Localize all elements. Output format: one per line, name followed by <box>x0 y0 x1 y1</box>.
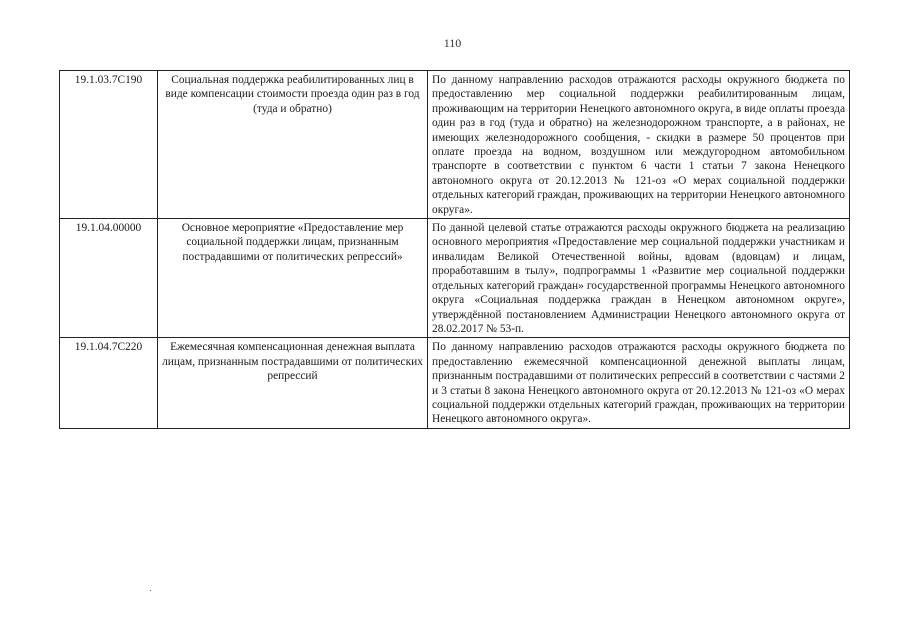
budget-code-cell: 19.1.04.7С220 <box>60 338 158 428</box>
table-row <box>60 71 850 219</box>
item-name-cell: Основное мероприятие «Предоставление мер социальной поддержки лицам, признанным пострадавшими от политических репрессий» <box>158 219 428 338</box>
page-number: 110 <box>443 36 462 50</box>
description-text: По данному направлению расходов отражаются расходы окружного бюджета по предоставлению ежемесячной компенсационной денежной выплаты лицам, признанным пострадавшими от политических репрессий в соответствии с частями 2 и 3 статьи 8 закона Ненецкого автономного округа от 20.12.2013 № 121-оз «О мерах социальной поддержки отдельных категорий граждан, проживающих на территории Ненецкого автономного округа». <box>432 341 845 426</box>
scan-speck <box>150 590 151 591</box>
item-name-cell: Социальная поддержка реабилитированных лиц в виде компенсации стоимости проезда один раз в год (туда и обратно) <box>158 71 428 219</box>
description-text: По данной целевой статье отражаются расходы окружного бюджета на реализацию основного мероприятия «Предоставление мер социальной поддержки участникам и инвалидам Великой Отечественной войны, вдовам (вдовцам) и лицам, проработавшим в тылу», подпрограммы 1 «Развитие мер социальной поддержки отдельных категорий граждан» государственной программы Ненецкого автономного округа «Социальная поддержка граждан в Ненецком автономном округе», утверждённой постановлением Администрации Ненецкого автономного округа от 28.02.2017 № 53-п. <box>432 222 845 335</box>
item-name-cell: Ежемесячная компенсационная денежная выплата лицам, признанным пострадавшими от политических репрессий <box>158 338 428 428</box>
table-row <box>60 338 850 428</box>
description-cell <box>428 219 850 338</box>
budget-code-cell: 19.1.04.00000 <box>60 219 158 338</box>
classification-table <box>59 70 850 429</box>
description-cell <box>428 338 850 428</box>
table-row <box>60 219 850 338</box>
budget-code-cell: 19.1.03.7С190 <box>60 71 158 219</box>
description-text: По данному направлению расходов отражаются расходы окружного бюджета по предоставлению мер социальной поддержки реабилитированным лицам, проживающим на территории Ненецкого автономного округа, в виде оплаты проезда один раз в год (туда и обратно) на железнодорожном транспорте, а в районах, не имеющих железнодорожного сообщения, - скидки в размере 50 процентов при оплате проезда на водном, воздушном или междугородном автомобильном транспорте в соответствии с пунктом 6 части 1 статьи 7 закона Ненецкого автономного округа от 20.12.2013 № 121-оз «О мерах социальной поддержки отдельных категорий граждан, проживающих на территории Ненецкого автономного округа». <box>432 74 845 216</box>
description-cell <box>428 71 850 219</box>
